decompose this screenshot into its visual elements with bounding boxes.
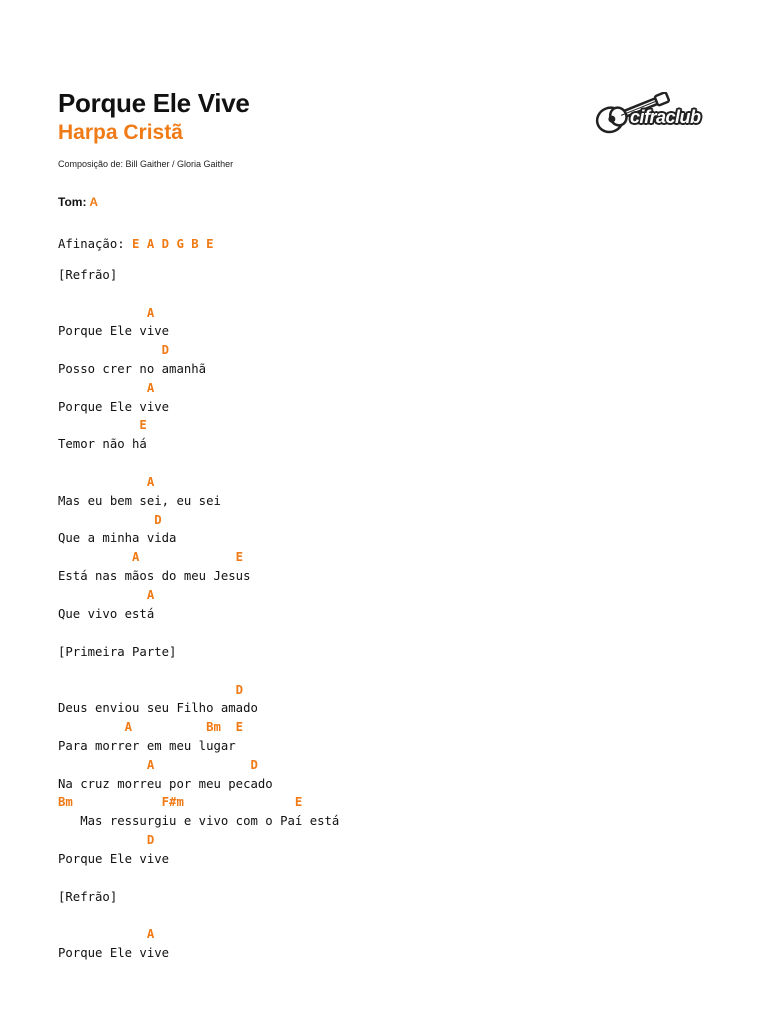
chord-line[interactable]: A	[58, 306, 155, 320]
composer-credit: Composição de: Bill Gaither / Gloria Gaither	[58, 159, 234, 169]
chord-line[interactable]: D	[58, 343, 170, 357]
chord-line[interactable]: D	[58, 513, 162, 527]
chord-line[interactable]: A	[58, 927, 155, 941]
artist-name[interactable]: Harpa Cristã	[58, 121, 183, 144]
tuning-value[interactable]: E A D G B E	[132, 237, 214, 251]
section-header: [Refrão]	[58, 890, 118, 904]
key-label: Tom:	[58, 195, 87, 209]
lyric-line: Para morrer em meu lugar	[58, 739, 236, 753]
lyric-line: Porque Ele vive	[58, 324, 170, 338]
lyric-line: Mas eu bem sei, eu sei	[58, 494, 221, 508]
chord-line[interactable]: D	[58, 683, 244, 697]
song-title: Porque Ele Vive	[58, 88, 250, 118]
section-header: [Primeira Parte]	[58, 645, 177, 659]
chord-line[interactable]: A D	[58, 758, 258, 772]
lyric-line: Porque Ele vive	[58, 852, 170, 866]
lyric-line: Temor não há	[58, 437, 147, 451]
key-line	[58, 195, 98, 209]
lyric-line: Na cruz morreu por meu pecado	[58, 777, 273, 791]
chord-line[interactable]: A	[58, 588, 155, 602]
chord-line[interactable]: A Bm E	[58, 720, 244, 734]
tuning-label: Afinação:	[58, 237, 125, 251]
logo-wordmark: cifraclub	[630, 107, 701, 127]
section-header: [Refrão]	[58, 268, 118, 282]
lyric-line: Porque Ele vive	[58, 946, 170, 960]
lyric-line: Que vivo está	[58, 607, 155, 621]
lyric-line: Posso crer no amanhã	[58, 362, 207, 376]
chord-line[interactable]: A	[58, 381, 155, 395]
lyric-line: Que a minha vida	[58, 531, 177, 545]
chord-line[interactable]: A E	[58, 550, 244, 564]
chord-line[interactable]: D	[58, 833, 155, 847]
key-value[interactable]: A	[89, 195, 98, 209]
chord-line[interactable]: Bm F#m E	[58, 795, 303, 809]
lyric-line: Deus enviou seu Filho amado	[58, 701, 258, 715]
lyric-line: Mas ressurgiu e vivo com o Paí está	[58, 814, 340, 828]
lyric-line: Está nas mãos do meu Jesus	[58, 569, 251, 583]
lyric-line: Porque Ele vive	[58, 400, 170, 414]
chord-line[interactable]: E	[58, 418, 147, 432]
chord-line[interactable]: A	[58, 475, 155, 489]
tuning-line	[58, 237, 213, 251]
